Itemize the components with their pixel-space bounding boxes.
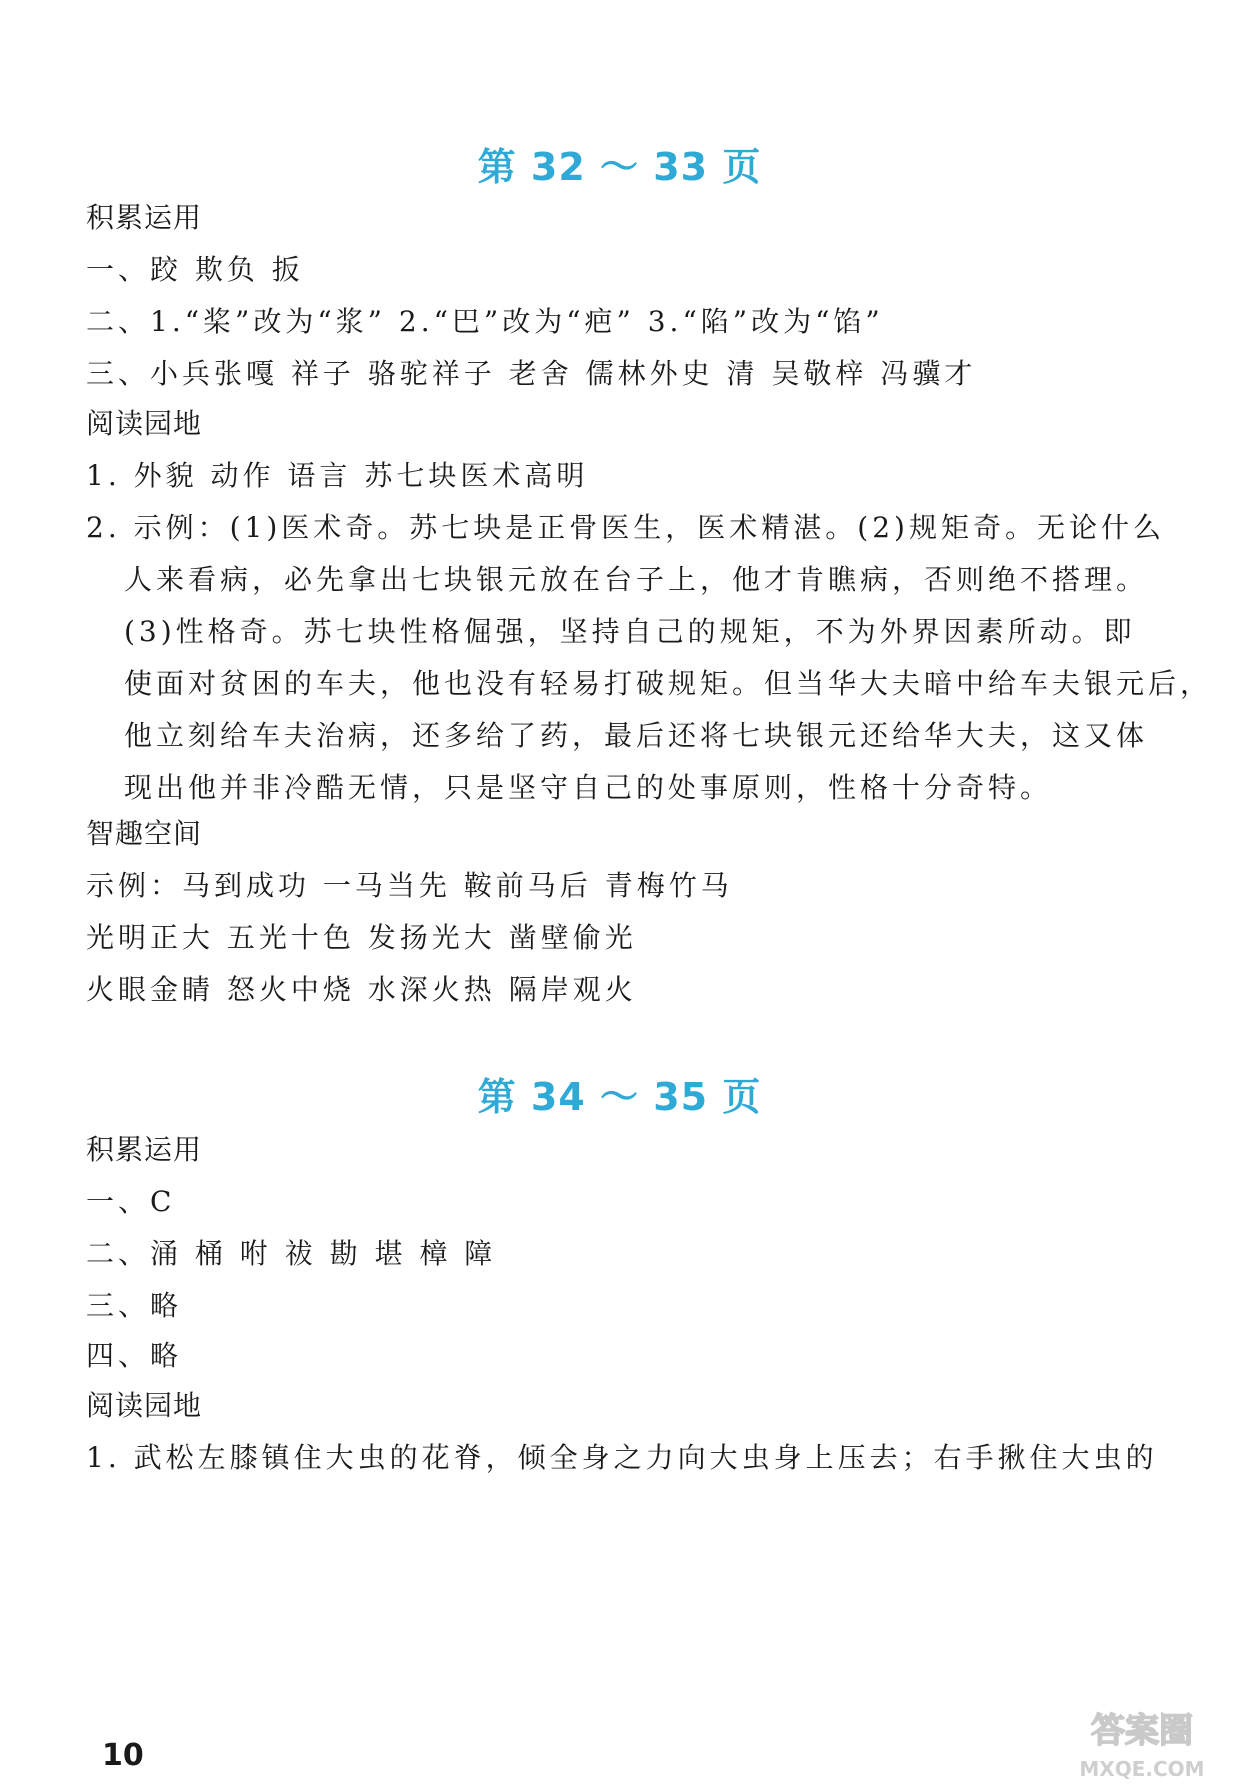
answer-line: 他立刻给车夫治病，还多给了药，最后还将七块银元还给华大夫，这又体 [124, 719, 1149, 752]
answer-line: 光明正大 五光十色 发扬光大 凿壁偷光 [86, 921, 637, 954]
answer-line: 现出他并非冷酷无情，只是坚守自己的处事原则，性格十分奇特。 [124, 771, 1053, 804]
answer-line: 火眼金睛 怒火中烧 水深火热 隔岸观火 [86, 973, 637, 1006]
section-title-32-33: 第 32 ～ 33 页 [477, 145, 762, 189]
watermark-logo [1062, 1698, 1222, 1784]
page-number: 10 [102, 1738, 144, 1773]
heading-reading: 阅读园地 [86, 1389, 203, 1422]
heading-fun: 智趣空间 [86, 817, 203, 850]
answer-line: 1. 外貌 动作 语言 苏七块医术高明 [86, 459, 589, 492]
answer-line: 二、涌 桶 咐 祓 勘 堪 樟 障 [86, 1237, 497, 1270]
answer-line: 三、小兵张嘎 祥子 骆驼祥子 老舍 儒林外史 清 吴敬梓 冯骥才 [86, 357, 977, 390]
heading-accumulate: 积累运用 [86, 1133, 203, 1166]
heading-accumulate: 积累运用 [86, 201, 203, 234]
answer-line: 2. 示例：(1)医术奇。苏七块是正骨医生，医术精湛。(2)规矩奇。无论什么 [86, 511, 1165, 544]
answer-line: 示例：马到成功 一马当先 鞍前马后 青梅竹马 [86, 869, 733, 902]
watermark-text: 答案圈 [1091, 1711, 1193, 1751]
answer-line: 人来看病，必先拿出七块银元放在台子上，他才肯瞧病，否则绝不搭理。 [124, 563, 1149, 596]
heading-reading: 阅读园地 [86, 407, 203, 440]
answer-line: 三、略 [86, 1289, 183, 1322]
answer-line: (3)性格奇。苏七块性格倔强，坚持自己的规矩，不为外界因素所动。即 [124, 615, 1136, 648]
answer-line: 使面对贫困的车夫，他也没有轻易打破规矩。但当华大夫暗中给车夫银元后， [124, 667, 1213, 700]
section-title-34-35: 第 34 ～ 35 页 [477, 1075, 762, 1119]
answer-line: 1. 武松左膝镇住大虫的花脊，倾全身之力向大虫身上压去；右手揪住大虫的 [86, 1441, 1158, 1474]
answer-line: 四、略 [86, 1339, 183, 1372]
answer-line: 二、1.“桨”改为“浆” 2.“巴”改为“疤” 3.“陷”改为“馅” [86, 305, 884, 338]
answer-line: 一、C [86, 1185, 176, 1218]
answer-line: 一、跤 欺负 扳 [86, 253, 304, 286]
watermark-url: MXQE.COM [1079, 1757, 1205, 1781]
